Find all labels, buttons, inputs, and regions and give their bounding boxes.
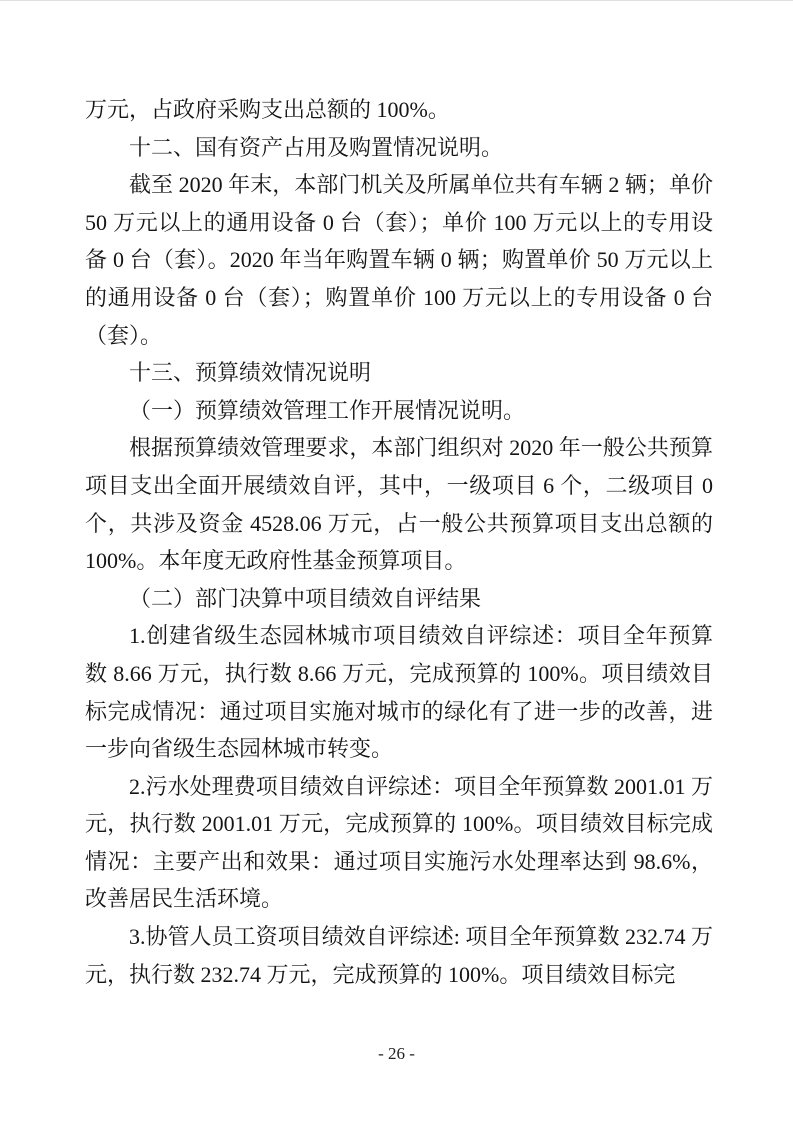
paragraph-state-assets-detail: 截至 2020 年末，本部门机关及所属单位共有车辆 2 辆；单价 50 万元以上的通用设备 0 台（套）；单价 100 万元以上的专用设备 0 台（套）。2020 年当年购置车辆 0 辆；购置单价 50 万元以上的通用设备 0 台（套）；购置单价 100 万元以上的专用设备 0 台（套）。 (85, 172, 713, 348)
section-heading-12-state-assets: 十二、国有资产占用及购置情况说明。 (129, 134, 504, 160)
paragraph-continuation-procurement: 万元，占政府采购支出总额的 100%。 (85, 97, 450, 122)
paragraph-project-3-staff-wages: 3.协管人员工资项目绩效自评综述: 项目全年预算数 232.74 万元，执行数 232.74 万元，完成预算的 100%。项目绩效目标完 (85, 924, 713, 987)
paragraph-project-1-garden-city: 1.创建省级生态园林城市项目绩效自评综述：项目全年预算数 8.66 万元，执行数 8.66 万元，完成预算的 100%。项目绩效目标完成情况：通过项目实施对城市的绿化有了进一步的改善，进一步向省级生态园林城市转变。 (85, 623, 713, 762)
paragraph-performance-self-evaluation: 根据预算绩效管理要求，本部门组织对 2020 年一般公共预算项目支出全面开展绩效自评，其中，一级项目 6 个，二级项目 0 个，共涉及资金 4528.06 万元，占一般公共预算项目支出总额的 100%。本年度无政府性基金预算项目。 (85, 435, 713, 574)
section-heading-13-budget-performance: 十三、预算绩效情况说明 (129, 360, 372, 386)
page-number: - 26 - (378, 1044, 415, 1063)
subsection-heading-2-self-evaluation-results: （二）部门决算中项目绩效自评结果 (129, 585, 482, 611)
paragraph-project-2-sewage-treatment: 2.污水处理费项目绩效自评综述：项目全年预算数 2001.01 万元，执行数 2001.01 万元，完成预算的 100%。项目绩效目标完成情况：主要产出和效果：通过项目实施污水处理率达到 98.6%，改善居民生活环境。 (85, 773, 713, 912)
document-body (85, 91, 713, 993)
subsection-heading-1-performance-management: （一）预算绩效管理工作开展情况说明。 (129, 397, 526, 423)
